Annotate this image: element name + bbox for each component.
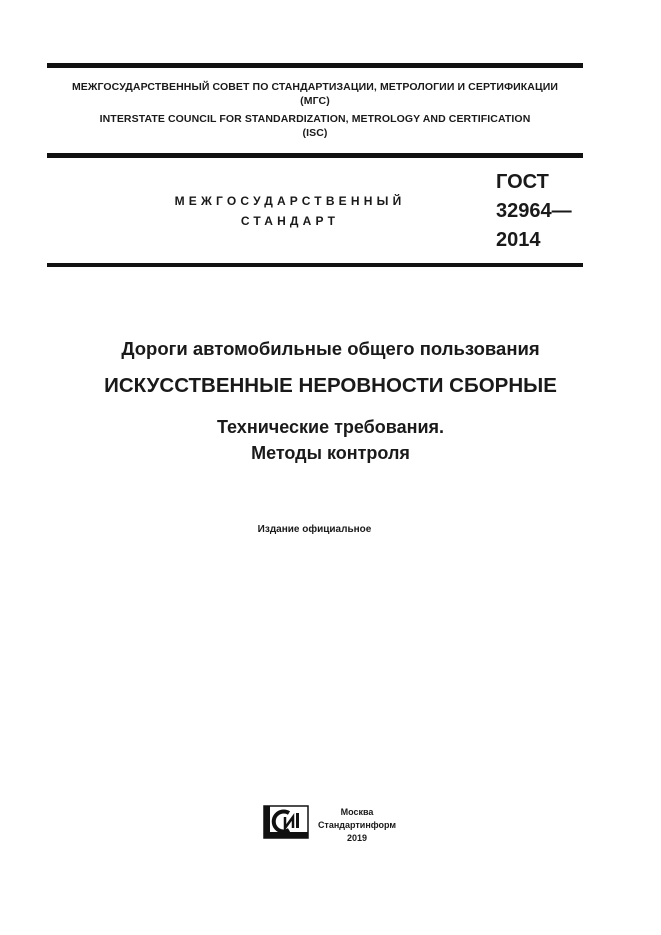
gost-number: 32964— — [496, 200, 572, 222]
title-main: ИСКУССТВЕННЫЕ НЕРОВНОСТИ СБОРНЫЕ — [104, 374, 557, 397]
standartinform-logo-icon — [263, 805, 309, 839]
council-abbr-ru: (МГС) — [300, 95, 330, 107]
header-rule — [47, 153, 583, 158]
title-subject: Дороги автомобильные общего пользования — [121, 338, 540, 359]
gost-year: 2014 — [496, 229, 541, 251]
council-abbr-en: (ISC) — [302, 127, 328, 139]
edition-note: Издание официальное — [257, 524, 372, 535]
council-name-ru: МЕЖГОСУДАРСТВЕННЫЙ СОВЕТ ПО СТАНДАРТИЗАЦИИ, МЕТРОЛОГИИ И СЕРТИФИКАЦИИ — [71, 81, 559, 93]
imprint-publisher: Стандартинформ — [317, 820, 397, 830]
title-subtitle-line2: Методы контроля — [251, 443, 410, 463]
title-subtitle — [0, 414, 661, 466]
imprint-year: 2019 — [346, 833, 368, 843]
gost-label: ГОСТ — [496, 171, 549, 193]
gost-designation — [496, 168, 572, 255]
standard-kind-line1: МЕЖГОСУДАРСТВЕННЫЙ — [174, 194, 406, 208]
top-rule — [47, 63, 583, 68]
designation-rule — [47, 263, 583, 267]
title-subtitle-line1: Технические требования. — [216, 417, 445, 437]
council-name-en: INTERSTATE COUNCIL FOR STANDARDIZATION, METROLOGY AND CERTIFICATION — [99, 113, 531, 125]
imprint — [309, 806, 405, 845]
imprint-city: Москва — [340, 807, 374, 817]
standard-kind-line2: СТАНДАРТ — [240, 214, 340, 228]
